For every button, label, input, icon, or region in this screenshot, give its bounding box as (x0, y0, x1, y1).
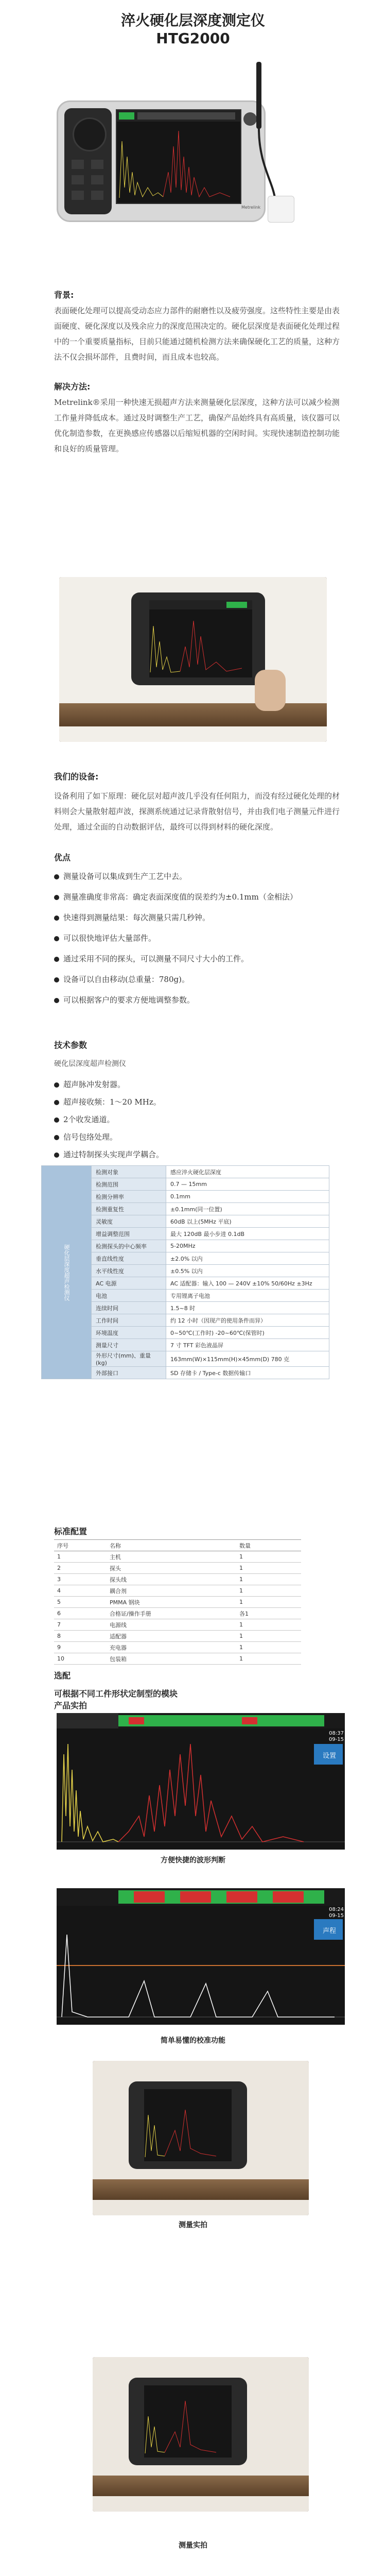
advantage-item: 快速得到测量结果：每次测量只需几秒钟。 (54, 912, 342, 923)
table-cell: 9 (54, 1642, 107, 1653)
advantage-item: 可以很快地评估大量部件。 (54, 933, 342, 943)
table-cell: 适配器 (107, 1631, 236, 1642)
tech-item: 超声接收频：1～20 MHz。 (54, 1096, 342, 1107)
table-cell: 各1 (236, 1608, 301, 1619)
table-cell: 1 (236, 1574, 301, 1585)
table-cell: 1 (236, 1642, 301, 1653)
optional-heading: 选配 (54, 1671, 71, 1681)
table-cell: 1 (236, 1563, 301, 1574)
advantage-item: 测量准确度非常高：确定表面深度值的误差约为±0.1mm（金相法） (54, 891, 342, 902)
spec-table (41, 1165, 329, 1379)
bullet-icon (54, 895, 59, 900)
spec-value: 1.5~8 时 (166, 1302, 329, 1314)
screen1-caption: 方便快捷的波形判断 (161, 1856, 225, 1865)
bullet-icon (54, 998, 59, 1003)
spec-value: 60dB 以上(5MHz 平底) (166, 1215, 329, 1228)
spec-key: 水平线性度 (92, 1265, 166, 1277)
device-brand: Metrelink (241, 205, 261, 210)
spec-value: 约 12 小时（因现产的使用条件而异） (166, 1314, 329, 1327)
calibration-screen (57, 1888, 345, 2025)
table-row (54, 1619, 301, 1631)
tech-item: 通过特制探头实现声学耦合。 (54, 1149, 342, 1160)
hero-device (57, 100, 266, 222)
spec-value: SD 存储卡 / Type-c 数据传输口 (166, 1367, 329, 1379)
table-cell: PMMA 钢块 (107, 1597, 236, 1608)
table-row (54, 1608, 301, 1619)
table-cell: 主机 (107, 1551, 236, 1563)
table-cell: 5 (54, 1597, 107, 1608)
page-title: 淬火硬化层深度测定仪 (120, 12, 265, 29)
bullet-icon (54, 936, 59, 941)
table-cell: 6 (54, 1608, 107, 1619)
bullet-icon (54, 916, 59, 921)
spec-value: 感应淬火硬化层深度 (166, 1166, 329, 1178)
table-row (54, 1642, 301, 1653)
spec-key: 检测分辨率 (92, 1191, 166, 1203)
table-cell: 3 (54, 1574, 107, 1585)
spec-key: 增益调整范围 (92, 1228, 166, 1240)
table-row (54, 1574, 301, 1585)
status-date: 09-15 (328, 1737, 344, 1742)
col-header: 名称 (107, 1540, 236, 1551)
status-time: 08:37 (329, 1731, 344, 1736)
device-keypad (64, 108, 112, 214)
tech-item: 超声脉冲发射器。 (54, 1079, 342, 1090)
product-photo-2 (93, 2061, 309, 2215)
col-header: 序号 (54, 1540, 107, 1551)
spec-row (42, 1166, 329, 1178)
spec-key: 垂直线性度 (92, 1252, 166, 1265)
spec-key: 检测对象 (92, 1166, 166, 1178)
table-cell: 8 (54, 1631, 107, 1642)
spec-value: 最大 120dB 最小步进 0.1dB (166, 1228, 329, 1240)
background-body: 表面硬化处理可以提高受动态应力部件的耐磨性以及疲劳强度。这些特性主要是由表面硬度、硬化深度以及残余应力的深度范围决定的。硬化层深度是表面硬化处理过程中的一个重要质量指标，目前只能通过随机检测方法来确保硬化工艺的质量，这种方法不仅会损坏部件，且费时间，而且成本也较高。 (54, 306, 340, 362)
advantages-heading: 优点 (54, 853, 71, 862)
product-photo-3 (93, 2357, 309, 2512)
bullet-icon (54, 874, 59, 879)
table-cell: 电源线 (107, 1619, 236, 1631)
table-row (54, 1563, 301, 1574)
spec-value: AC 适配器：输入 100 — 240V ±10% 50/60Hz ±3Hz (166, 1277, 329, 1290)
spec-key: 测量尺寸 (92, 1339, 166, 1351)
table-cell: 1 (236, 1631, 301, 1642)
spec-value: 专用锂离子电池 (166, 1290, 329, 1302)
advantage-item: 可以根据客户的要求方便地调整参数。 (54, 994, 342, 1005)
optional-sub: 产品实拍 (54, 1701, 87, 1710)
spec-key: 检测重复性 (92, 1203, 166, 1215)
table-cell: 1 (236, 1619, 301, 1631)
table-row (54, 1653, 301, 1665)
advantage-item: 通过采用不同的探头，可以测量不同尺寸大小的工件。 (54, 953, 342, 964)
spec-value: ±0.1mm(同一位置) (166, 1203, 329, 1215)
spec-value: ±2.0% 以内 (166, 1252, 329, 1265)
col-header: 数量 (236, 1540, 301, 1551)
spec-key: 检测探头的中心频率 (92, 1240, 166, 1252)
probe-icon (268, 196, 294, 223)
our-device-body: 设备利用了如下原理：硬化层对超声波几乎没有任何阻力，而没有经过硬化处理的材料则会大量散射超声波，探测系统通过记录背散射信号，并由我们电子测量元件进行处理，通过全面的自动数据评估，最终可以得到材料的硬化深度。 (54, 791, 340, 832)
solution-heading: 解决方法: (54, 382, 91, 392)
screen2-caption: 简单易懂的校准功能 (161, 2037, 225, 2045)
spec-key: 环境温度 (92, 1327, 166, 1339)
bullet-icon (54, 957, 59, 962)
spec-value: 163mm(W)×115mm(H)×45mm(D) 780 克 (166, 1351, 329, 1367)
table-cell: 耦合剂 (107, 1585, 236, 1597)
status-time: 08:24 (329, 1907, 344, 1912)
table-cell: 1 (236, 1653, 301, 1665)
spec-key: 工作时间 (92, 1314, 166, 1327)
table-cell: 1 (54, 1551, 107, 1563)
table-cell: 包装箱 (107, 1653, 236, 1665)
table-cell: 充电器 (107, 1642, 236, 1653)
spec-value: 7 寸 TFT 彩色液晶屏 (166, 1339, 329, 1351)
hero-screen (116, 109, 241, 204)
table-row (54, 1597, 301, 1608)
advantage-item: 设备可以自由移动(总重量：780g)。 (54, 974, 342, 985)
spec-value: 0.1mm (166, 1191, 329, 1203)
standard-config-table (54, 1539, 301, 1665)
spec-value: 0~50℃(工作时) -20~60℃(保管时) (166, 1327, 329, 1339)
tech-heading: 技术参数 (54, 1040, 87, 1050)
optional-body: 可根据不同工件形状定制型的模块 (54, 1689, 178, 1699)
photo2-caption: 测量实拍 (179, 2221, 207, 2229)
settings-button[interactable]: 设置 (322, 1752, 336, 1760)
tech-item: 2个收发通道。 (54, 1114, 342, 1125)
spec-key: 灵敏度 (92, 1215, 166, 1228)
spec-value: ±0.5% 以内 (166, 1265, 329, 1277)
spec-key: AC 电源 (92, 1277, 166, 1290)
bullet-icon (54, 1153, 59, 1158)
bullet-icon (54, 1117, 59, 1123)
our-device-heading: 我们的设备: (54, 772, 99, 782)
background-heading: 背景: (54, 290, 74, 300)
table-row (54, 1631, 301, 1642)
table-cell: 1 (236, 1585, 301, 1597)
model-title: HTG2000 (156, 30, 230, 47)
table-cell: 探头线 (107, 1574, 236, 1585)
spec-key: 检测范围 (92, 1178, 166, 1191)
spec-key: 外部接口 (92, 1367, 166, 1379)
table-cell: 1 (236, 1551, 301, 1563)
range-button[interactable]: 声程 (322, 1927, 336, 1935)
knob-icon (73, 117, 107, 151)
standard-config-heading: 标准配置 (54, 1527, 87, 1536)
spec-key: 电池 (92, 1290, 166, 1302)
waveform-screen (57, 1713, 345, 1850)
photo3-caption: 测量实拍 (179, 2541, 207, 2550)
product-photo-1 (59, 577, 327, 742)
table-cell: 合格证/操作手册 (107, 1608, 236, 1619)
spec-key: 外形尺寸(mm)、重量(kg) (92, 1351, 166, 1367)
table-cell: 10 (54, 1653, 107, 1665)
bullet-icon (54, 1100, 59, 1105)
bullet-icon (54, 977, 59, 982)
table-row (54, 1585, 301, 1597)
table-cell: 2 (54, 1563, 107, 1574)
tech-item: 信号包络处理。 (54, 1131, 342, 1142)
table-cell: 探头 (107, 1563, 236, 1574)
table-cell: 4 (54, 1585, 107, 1597)
spec-value: 5-20MHz (166, 1240, 329, 1252)
spec-value: 0.7 — 15mm (166, 1178, 329, 1191)
waveform-icon (117, 110, 240, 203)
table-cell: 7 (54, 1619, 107, 1631)
spec-key: 连续时间 (92, 1302, 166, 1314)
advantage-item: 测量设备可以集成到生产工艺中去。 (54, 871, 342, 882)
spec-side-label: 硬化层深度超声检测仪 (42, 1166, 92, 1379)
table-row (54, 1551, 301, 1563)
tech-subtitle: 硬化层深度超声检测仪 (54, 1060, 126, 1068)
solution-body: Metrelink®采用一种快速无损超声方法来测量硬化层深度，这种方法可以减少检测工作量并降低成本。通过及时调整生产工艺，确保产品始终具有高质量，该仪器可以优化制造参数，在更换感应传感器以后缩短机器的空闲时间。实现快速制造控制功能和良好的质量管理。 (54, 398, 340, 453)
bullet-icon (54, 1135, 59, 1140)
bullet-icon (54, 1082, 59, 1088)
table-cell: 1 (236, 1597, 301, 1608)
status-date: 09-15 (328, 1913, 344, 1919)
